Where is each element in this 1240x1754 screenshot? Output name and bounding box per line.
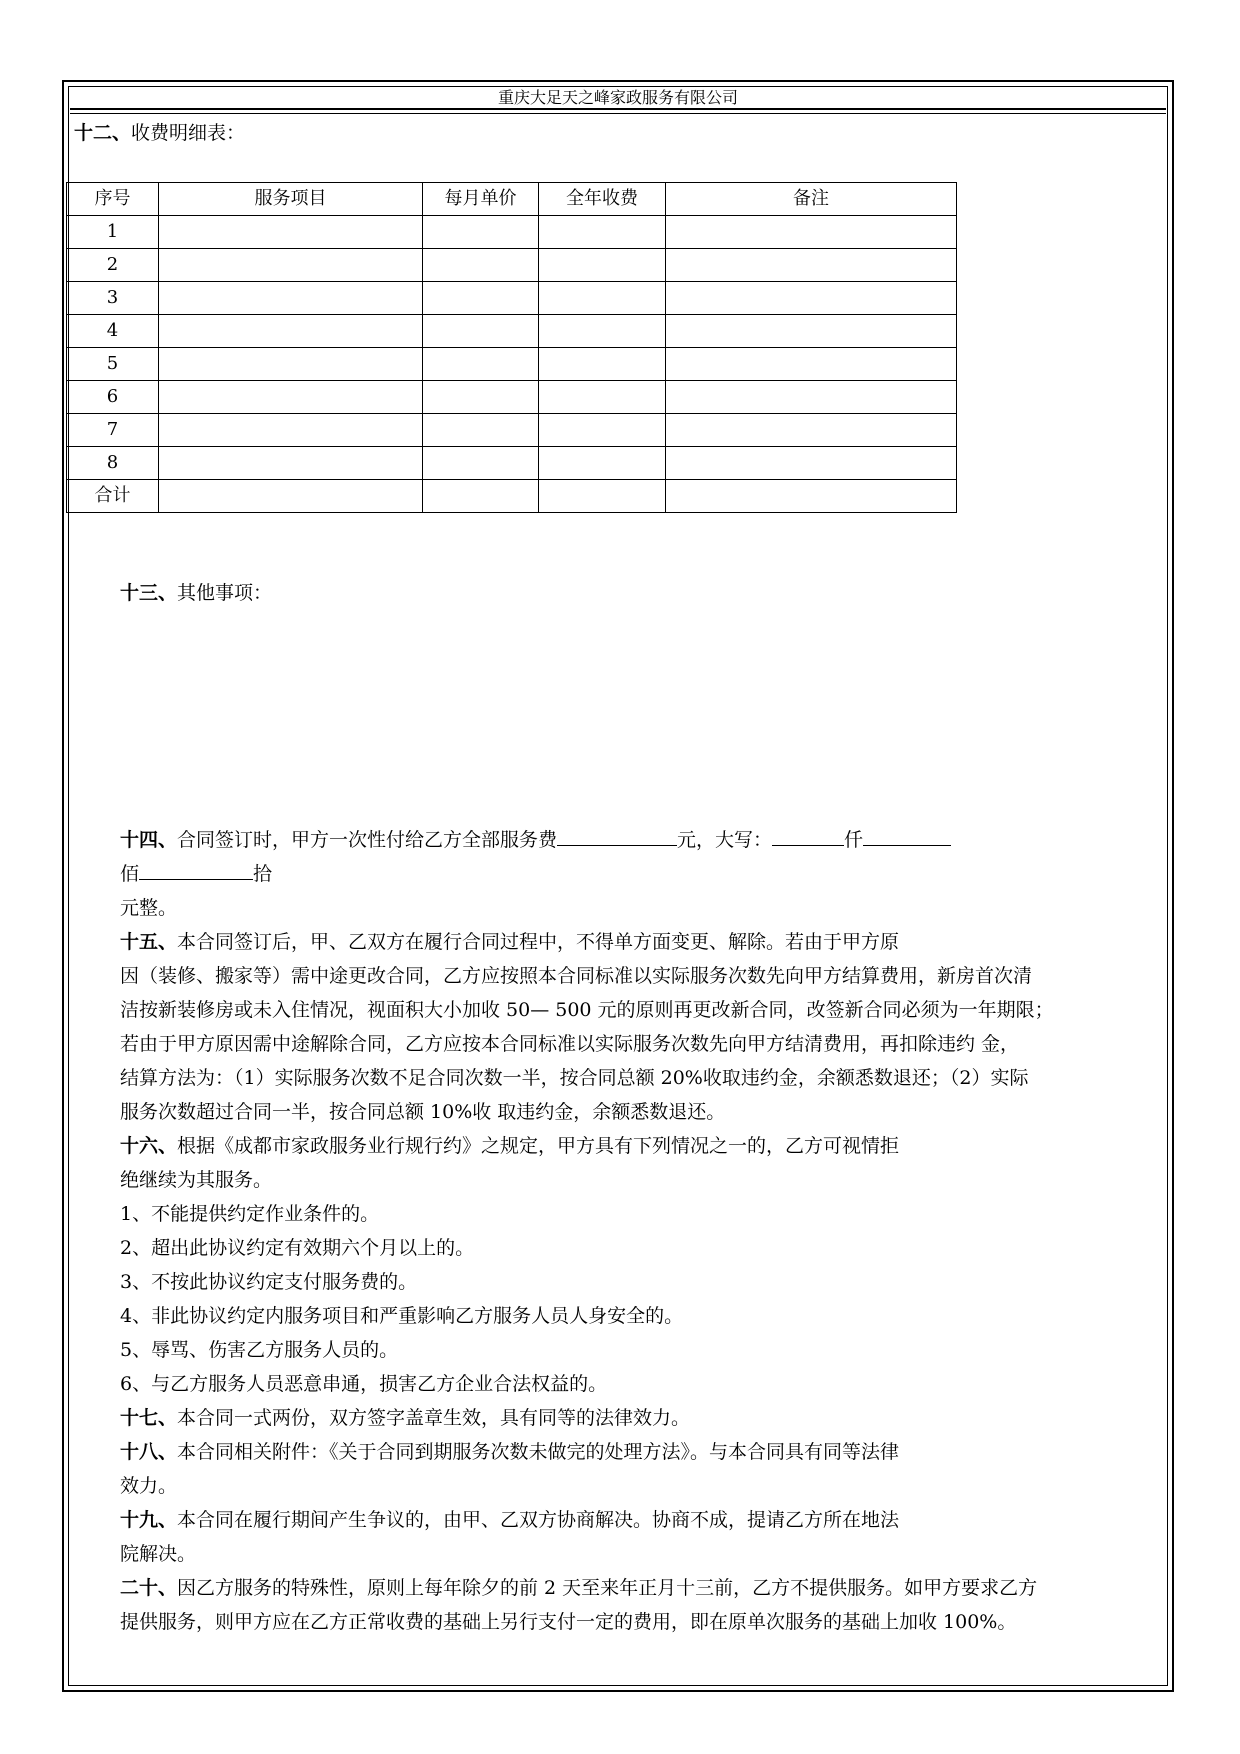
service-item-cell [159,216,423,249]
col-header-annual-fee: 全年收费 [539,183,666,216]
remarks-cell [666,348,957,381]
annual-fee-cell [539,447,666,480]
service-item-cell [159,447,423,480]
annual-fee-cell [539,216,666,249]
service-item-cell [159,348,423,381]
section-15-line-2: 因（装修、搬家等）需中途更改合同，乙方应按照本合同标准以实际服务次数先向甲方结算费用，新房首次清 [120,965,1033,987]
remarks-cell [666,480,957,513]
service-item-cell [159,480,423,513]
section-19-line-1 [120,1503,1170,1537]
section-15-line-5: 结算方法为：（1）实际服务次数不足合同次数一半，按合同总额 20%收取违约金，余额悉数退还；（2）实际 [120,1067,1029,1089]
col-header-index: 序号 [67,183,159,216]
section-19-number: 十九、 [120,1509,178,1531]
section-14-text-b: 元，大写： [677,829,773,851]
section-20-text: 因乙方服务的特殊性，原则上每年除夕的前 2 天至来年正月十三前，乙方不提供服务。如甲方要求乙方 [177,1577,1038,1599]
section-20-line-1 [120,1571,1170,1605]
section-14-line-1 [120,823,1170,857]
row-index: 2 [67,249,159,282]
section-18-line-2: 效力。 [120,1475,178,1497]
section-16-line-1 [120,1129,1170,1163]
service-item-cell [159,315,423,348]
unit-bai: 佰 [120,863,140,885]
section-15-line-4: 若由于甲方原因需中途解除合同，乙方应按本合同标准以实际服务次数先向甲方结清费用，再扣除违约 金， [120,1033,1020,1055]
table-row [67,381,957,414]
section-18-line-1 [120,1435,1170,1469]
monthly-price-cell [423,315,539,348]
list-item: 3、不按此协议约定支付服务费的。 [120,1271,418,1293]
section-15-line-1 [120,925,1170,959]
col-header-monthly-price: 每月单价 [423,183,539,216]
table-row [67,348,957,381]
row-index: 3 [67,282,159,315]
section-17-text: 本合同一式两份，双方签字盖章生效，具有同等的法律效力。 [177,1407,691,1429]
remarks-cell [666,282,957,315]
table-row [67,447,957,480]
annual-fee-cell [539,480,666,513]
col-header-service-item: 服务项目 [159,183,423,216]
row-index: 4 [67,315,159,348]
annual-fee-cell [539,282,666,315]
monthly-price-cell [423,381,539,414]
section-13-heading [120,580,272,606]
header-rule-thick [70,108,1166,110]
company-header: 重庆大足天之峰家政服务有限公司 [497,88,738,107]
table-row [67,216,957,249]
monthly-price-cell [423,282,539,315]
col-header-remarks: 备注 [666,183,957,216]
list-item: 1、不能提供约定作业条件的。 [120,1203,380,1225]
list-item: 6、与乙方服务人员恶意串通，损害乙方企业合法权益的。 [120,1373,608,1395]
section-18-text: 本合同相关附件：《关于合同到期服务次数未做完的处理方法》。与本合同具有同等法律 [177,1441,900,1463]
remarks-cell [666,315,957,348]
section-15-number: 十五、 [120,931,178,953]
section-12-title: 收费明细表： [131,122,246,144]
monthly-price-cell [423,414,539,447]
section-12-heading [74,120,245,146]
section-19-text: 本合同在履行期间产生争议的，由甲、乙双方协商解决。协商不成，提请乙方所在地法 [177,1509,900,1531]
section-14-number: 十四、 [120,829,178,851]
remarks-cell [666,249,957,282]
monthly-price-cell [423,216,539,249]
section-16-text: 根据《成都市家政服务业行规行约》之规定，甲方具有下列情况之一的，乙方可视情拒 [177,1135,900,1157]
remarks-cell [666,216,957,249]
qian-blank [772,823,844,846]
section-16-number: 十六、 [120,1135,178,1157]
unit-qian: 仟 [844,829,864,851]
bai-blank [863,823,951,846]
service-item-cell [159,414,423,447]
section-18-number: 十八、 [120,1441,178,1463]
section-15-text: 本合同签订后，甲、乙双方在履行合同过程中，不得单方面变更、解除。若由于甲方原 [177,931,900,953]
section-17-line-1 [120,1401,1170,1435]
list-item: 2、超出此协议约定有效期六个月以上的。 [120,1237,475,1259]
annual-fee-cell [539,348,666,381]
table-row [67,414,957,447]
row-index: 7 [67,414,159,447]
row-index: 1 [67,216,159,249]
service-item-cell [159,381,423,414]
annual-fee-cell [539,249,666,282]
remarks-cell [666,414,957,447]
fee-table [66,182,957,513]
section-14-text-a: 合同签订时，甲方一次性付给乙方全部服务费 [177,829,558,851]
monthly-price-cell [423,447,539,480]
header-rule-thin [70,113,1166,114]
monthly-price-cell [423,249,539,282]
monthly-price-cell [423,480,539,513]
section-16-line-2: 绝继续为其服务。 [120,1169,273,1191]
section-14-line-3: 元整。 [120,897,178,919]
list-item: 4、非此协议约定内服务项目和严重影响乙方服务人员人身安全的。 [120,1305,684,1327]
annual-fee-cell [539,315,666,348]
remarks-cell [666,381,957,414]
section-13-title: 其他事项： [177,582,273,604]
unit-shi: 拾 [253,863,273,885]
row-index: 8 [67,447,159,480]
section-14-line-2 [120,857,1170,891]
table-row [67,315,957,348]
fee-table-header-row [67,183,957,216]
section-20-number: 二十、 [120,1577,178,1599]
table-row [67,282,957,315]
annual-fee-cell [539,381,666,414]
section-20-line-2: 提供服务，则甲方应在乙方正常收费的基础上另行支付一定的费用，即在原单次服务的基础上加收 100%。 [120,1611,1017,1633]
table-row [67,249,957,282]
total-label: 合计 [67,480,159,513]
remarks-cell [666,447,957,480]
fee-amount-blank [557,823,677,846]
section-13-number: 十三、 [120,582,178,604]
section-19-line-2: 院解决。 [120,1543,197,1565]
section-17-number: 十七、 [120,1407,178,1429]
section-15-line-6: 服务次数超过合同一半，按合同总额 10%收 取违约金，余额悉数退还。 [120,1101,726,1123]
table-total-row [67,480,957,513]
service-item-cell [159,282,423,315]
row-index: 5 [67,348,159,381]
annual-fee-cell [539,414,666,447]
section-15-line-3: 洁按新装修房或未入住情况，视面积大小加收 50— 500 元的原则再更改新合同，改签新合同必须为一年期限； [120,999,1054,1021]
service-item-cell [159,249,423,282]
monthly-price-cell [423,348,539,381]
row-index: 6 [67,381,159,414]
shi-blank [139,857,253,880]
list-item: 5、辱骂、伤害乙方服务人员的。 [120,1339,399,1361]
section-12-number: 十二、 [74,122,132,144]
